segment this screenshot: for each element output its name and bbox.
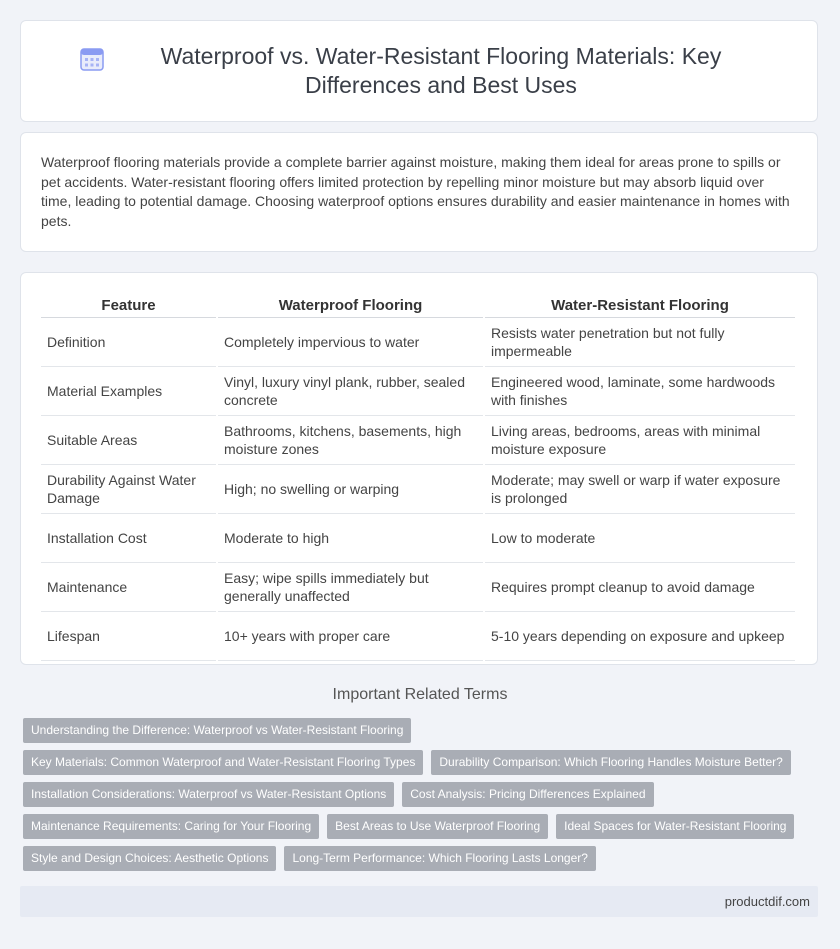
related-term-link[interactable]: Maintenance Requirements: Caring for Your Flooring (23, 814, 319, 839)
intro-card (20, 132, 818, 252)
table-cell: Moderate to high (218, 514, 483, 563)
table-row (41, 612, 795, 661)
comparison-table-card (20, 272, 818, 665)
related-terms-heading: Important Related Terms (332, 686, 508, 703)
table-row (41, 318, 795, 367)
table-row (41, 465, 795, 514)
related-term-link[interactable]: Installation Considerations: Waterproof vs Water-Resistant Options (23, 782, 394, 807)
header-feature: Feature (41, 291, 216, 318)
related-term-link[interactable]: Style and Design Choices: Aesthetic Options (23, 846, 276, 871)
header-water-resistant: Water-Resistant Flooring (485, 291, 795, 318)
table-cell: Easy; wipe spills immediately but generally unaffected (218, 563, 483, 612)
title-card (20, 20, 818, 122)
related-term-link[interactable]: Cost Analysis: Pricing Differences Explained (402, 782, 653, 807)
table-row (41, 514, 795, 563)
table-cell: Bathrooms, kitchens, basements, high moisture zones (218, 416, 483, 465)
header-waterproof: Waterproof Flooring (218, 291, 483, 318)
table-cell: Definition (41, 318, 216, 367)
table-cell: Lifespan (41, 612, 216, 661)
table-cell: Moderate; may swell or warp if water exposure is prolonged (485, 465, 795, 514)
intro-paragraph: Waterproof flooring materials provide a complete barrier against moisture, making them ideal for areas prone to spills or pet accidents. Water-resistant flooring offers limited protection by repelling minor moisture but may absorb liquid over time, leading to potential damage. Choosing waterproof options ensures durability and easier maintenance in homes with pets. (41, 154, 790, 229)
related-term-link[interactable]: Ideal Spaces for Water-Resistant Flooring (556, 814, 794, 839)
comparison-table (39, 291, 797, 661)
table-cell: 10+ years with proper care (218, 612, 483, 661)
table-header-row (41, 291, 795, 318)
table-cell: Low to moderate (485, 514, 795, 563)
table-cell: Resists water penetration but not fully impermeable (485, 318, 795, 367)
table-cell: Durability Against Water Damage (41, 465, 216, 514)
page-title: Waterproof vs. Water-Resistant Flooring Materials: Key Differences and Best Uses (160, 43, 722, 98)
table-cell: Vinyl, luxury vinyl plank, rubber, sealed concrete (218, 367, 483, 416)
table-cell: High; no swelling or warping (218, 465, 483, 514)
table-row (41, 416, 795, 465)
table-cell: Engineered wood, laminate, some hardwoods with finishes (485, 367, 795, 416)
footer-site-link[interactable]: productdif.com (724, 894, 810, 909)
table-row (41, 563, 795, 612)
table-cell: Completely impervious to water (218, 318, 483, 367)
footer-bar (20, 886, 818, 917)
table-cell: Installation Cost (41, 514, 216, 563)
title-wrap (79, 42, 759, 100)
related-term-link[interactable]: Best Areas to Use Waterproof Flooring (327, 814, 548, 839)
table-cell: Requires prompt cleanup to avoid damage (485, 563, 795, 612)
table-cell: Suitable Areas (41, 416, 216, 465)
table-cell: Living areas, bedrooms, areas with minimal moisture exposure (485, 416, 795, 465)
related-term-link[interactable]: Understanding the Difference: Waterproof vs Water-Resistant Flooring (23, 718, 411, 743)
related-term-link[interactable]: Durability Comparison: Which Flooring Handles Moisture Better? (431, 750, 790, 775)
table-row (41, 367, 795, 416)
table-cell: 5-10 years depending on exposure and upkeep (485, 612, 795, 661)
related-term-link[interactable]: Key Materials: Common Waterproof and Water-Resistant Flooring Types (23, 750, 423, 775)
related-terms-list (23, 718, 823, 878)
related-term-link[interactable]: Long-Term Performance: Which Flooring Lasts Longer? (284, 846, 595, 871)
table-cell: Maintenance (41, 563, 216, 612)
table-cell: Material Examples (41, 367, 216, 416)
calendar-icon (79, 46, 105, 72)
